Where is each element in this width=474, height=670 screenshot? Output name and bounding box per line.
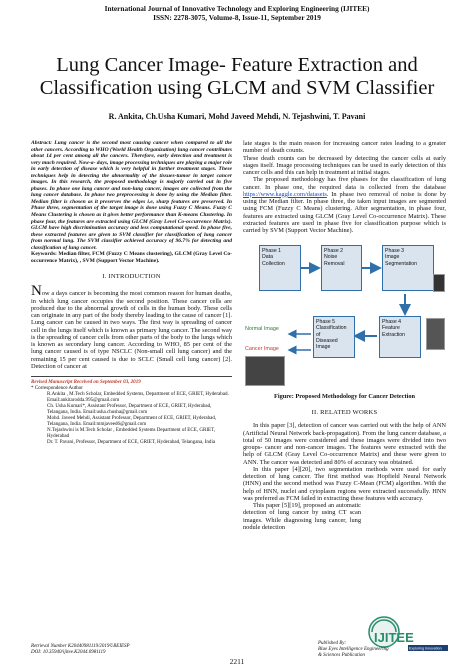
logo-text: IJITEE [374, 630, 414, 645]
footnote-divider [31, 376, 232, 377]
author-note-3: Mohd. Javeed Mehdi, Assistant Professor, Department of ECE, GRIET, Hyderabad, Telangana, India. Email:mmjaveed6@gmail.com [47, 414, 217, 427]
title-line-1: Lung Cancer Image- Feature Extraction and [56, 54, 418, 76]
author-note-1: R.Ankita , M.Tech Scholar, Embedded Systems, Department of ECE, GRIET, Hyderabad. Email:ankitarodda.995@gmail.com [47, 391, 229, 403]
journal-header [0, 4, 474, 22]
author-list: R. Ankita, Ch.Usha Kumari, Mohd Javeed Mehdi, N. Tejashwini, T. Pavani [108, 112, 366, 121]
right-paragraph-1: late stages is the main reason for increasing cancer rates leading to a greater number of death counts. [243, 140, 446, 155]
methodology-figure [243, 238, 446, 391]
publisher-info [318, 641, 389, 659]
title-line-2: Classification using GLCM and SVM Classifier [39, 77, 435, 99]
revised-note: Revised Manuscript Received on September 03, 2019 [31, 379, 141, 386]
related-paragraph-1: In this paper [3], detection of cancer was carried out with the help of ANN (Artificial Neural Network back-propagation). From the lung cancer database, a total of 50 images were considered and these images were divided into two groups- cancer and non-cancer images. The features were extracted with the help of GLCM (Gray Level Co-occurrence Matrix) and these were given to ANN. The cancer was detected and 80% of accuracy was obtained. [243, 422, 446, 466]
related-paragraph-2: In this paper [4][20], two segmentation methods were used for early detection of lung cancer. The first method was Hopfield Neural Network (HNN) and the second method was Fuzzy C-Mean (FCM) algorithm. With the help of HNN, nuclei and cytoplasm regions were extracted successfully. HNN was preferred as FCM failed in extracting these features with accuracy. [243, 465, 446, 502]
kaggle-link[interactable]: https://www.kaggle.com/datasets [243, 190, 327, 198]
author-note-4: N.Tejashwini is M.Tech Scholar , Embedded Systems Department of ECE, GRIET, Hyderabad [47, 426, 216, 439]
introduction-text [31, 283, 232, 370]
retrieval-number: Retrieval Number K20440981119/2019©BEIESP [31, 644, 130, 649]
author-notes [31, 380, 232, 445]
doi: DOI: 10.35940/ijitee.K2044.0981119 [31, 650, 106, 655]
drop-cap: N [31, 283, 42, 300]
phase-4-box: Phase 4 Feature Extraction [379, 316, 421, 358]
section-heading-introduction: I. INTRODUCTION [102, 273, 161, 281]
journal-issn: ISSN: 2278-3075, Volume-8, Issue-11, September 2019 [153, 13, 321, 22]
publisher-line-3: & Sciences Publication [318, 653, 365, 658]
footer-retrieval [31, 644, 130, 656]
related-paragraph-3: This paper [5][19], proposed an automatic detection of lung cancer by using CT scan images. While diagnosing lung cancer, lung nodule detection [243, 502, 361, 531]
segmented-lung-thumbnail [433, 274, 445, 292]
publisher-line-1: Published By: [318, 641, 347, 646]
page-number: 2211 [229, 657, 245, 666]
normal-image-label: Normal Image [245, 326, 279, 333]
author-note-2: Ch. Usha Kumari*, Assistant Professor, Department of ECE, GRIET, Hyderabad, Telangana, India. Email:usha.chusha@gmail.com [47, 402, 212, 415]
right-paragraph-3 [243, 176, 446, 234]
phase-1-box: Phase 1 Data Collection [259, 245, 301, 291]
phase-5-box: Phase 5 Classification of Diseased Image [313, 316, 355, 358]
introduction-body: ow a days cancer is becoming the most common reason for human deaths, in which lung cancer occupies the second position. These cancer cells are produced due to the abnormal growth of cells in the human body. These cells can originate in any part of the body thereby leading to the cause of cancer [1]. Lung cancer can be caused in two ways. The first way is spreading of cancer cell in the lungs itself which is known as primary lung cancer. The second way is the spreading of cancer cells from other parts of the body to the lungs which is known as secondary lung cancer. According to WHO, 85 per cent of the lung cancer caused is of type NSCLC (Non-small cell lung cancer) and the remaining 15 per cent caused is due to SCLC (Small cell lung cancer) [2]. Detection of cancer at [31, 290, 232, 370]
right-column [243, 140, 446, 531]
author-note-5: Dr. T. Pavani, Professor, Department of ECE, GRIET, Hyderabad, Telangana, India [47, 438, 216, 445]
section-heading-related-works: II. RELATED WORKS [311, 409, 378, 417]
correspondence-note: * Correspondence Author [31, 385, 83, 392]
logo-subtext: Exploring Innovation [409, 646, 442, 651]
paper-title [30, 54, 444, 100]
abstract: Abstract: Lung cancer is the second most causing cancer when compared to all the other cancers. According to WHO (World Health Organization) lung cancer contributes about 14 per cent among all the cancers. Therefore, early detection and treatment is very much required. Now-a- days, image processing techniques are playing a major role in early detection of disease which is very helpful in further treatment stages. These techniques help in detecting the abnormality of the tissues-tumor in target cancer images. In this research, the proposed methodology is majorly carried out in five phases. In phase one lung cancer and non-lung cancer, images are collected from the lung cancer database. In phase two preprocessing is done by using the Median filter. Median filter is chosen as it preserves the edges i.e, sharp features are preserved. In Phase three, segmentation of the target image is done using Fuzzy C Means. Fuzzy C Means Clustering is chosen as it gives better performance than K-means Clustering. In phase four, the features are extracted using GLCM (Gray Level Co-occurrence Matrix). GLCM have high discrimination accuracy and less computational speed. In phase five, these extracted features are given to SVM classifier for classification of lung cancer from normal lung. The SVM classifier achieved accuracy of 96.7% for detecting and classification of lung cancer. [31, 140, 232, 251]
cancer-image-label: Cancer Image [245, 346, 279, 353]
publisher-line-2: Blue Eyes Intelligence Engineering [318, 647, 389, 652]
right-paragraph-3-start: The proposed methodology has five phases for the classification of lung cancer. In phase one, the required data is collected from the database [243, 176, 446, 191]
journal-name: International Journal of Innovative Technology and Exploring Engineering (IJITEE) [104, 4, 370, 13]
feature-lung-thumbnail [426, 318, 445, 350]
right-paragraph-2: These death counts can be decreased by detecting the cancer cells at early stages itself. Image processing techniques can be used in early detection of this cancer cells and this can help in treatment at initial stages. [243, 154, 446, 176]
phase-2-box: Phase 2 Noise Removal [321, 245, 362, 291]
cancer-lung-thumbnail [245, 356, 285, 386]
keywords: Keywords: Median filter, FCM (Fuzzy C Means clustering), GLCM (Gray Level Co-occurrence Matrix), , SVM (Support Vector Machine). [31, 251, 232, 264]
right-paragraph-3-end: . In phase two removal of noise is done by using the Median filter. In phase three, the taken input images are segmented using FCM (Fuzzy C Means) clustering. After segmentation, in phase four, features are extracted using GLCM (Gray Level Co-occurrence Matrix). These extracted features are used in phase five for classification purpose which is carried by SVM (Support Vector Machine). [243, 190, 446, 234]
figure-caption: Figure: Proposed Methodology for Cancer Detection [273, 393, 415, 401]
phase-3-box: Phase 3 Image Segmentation [382, 245, 434, 291]
left-column [31, 140, 232, 446]
